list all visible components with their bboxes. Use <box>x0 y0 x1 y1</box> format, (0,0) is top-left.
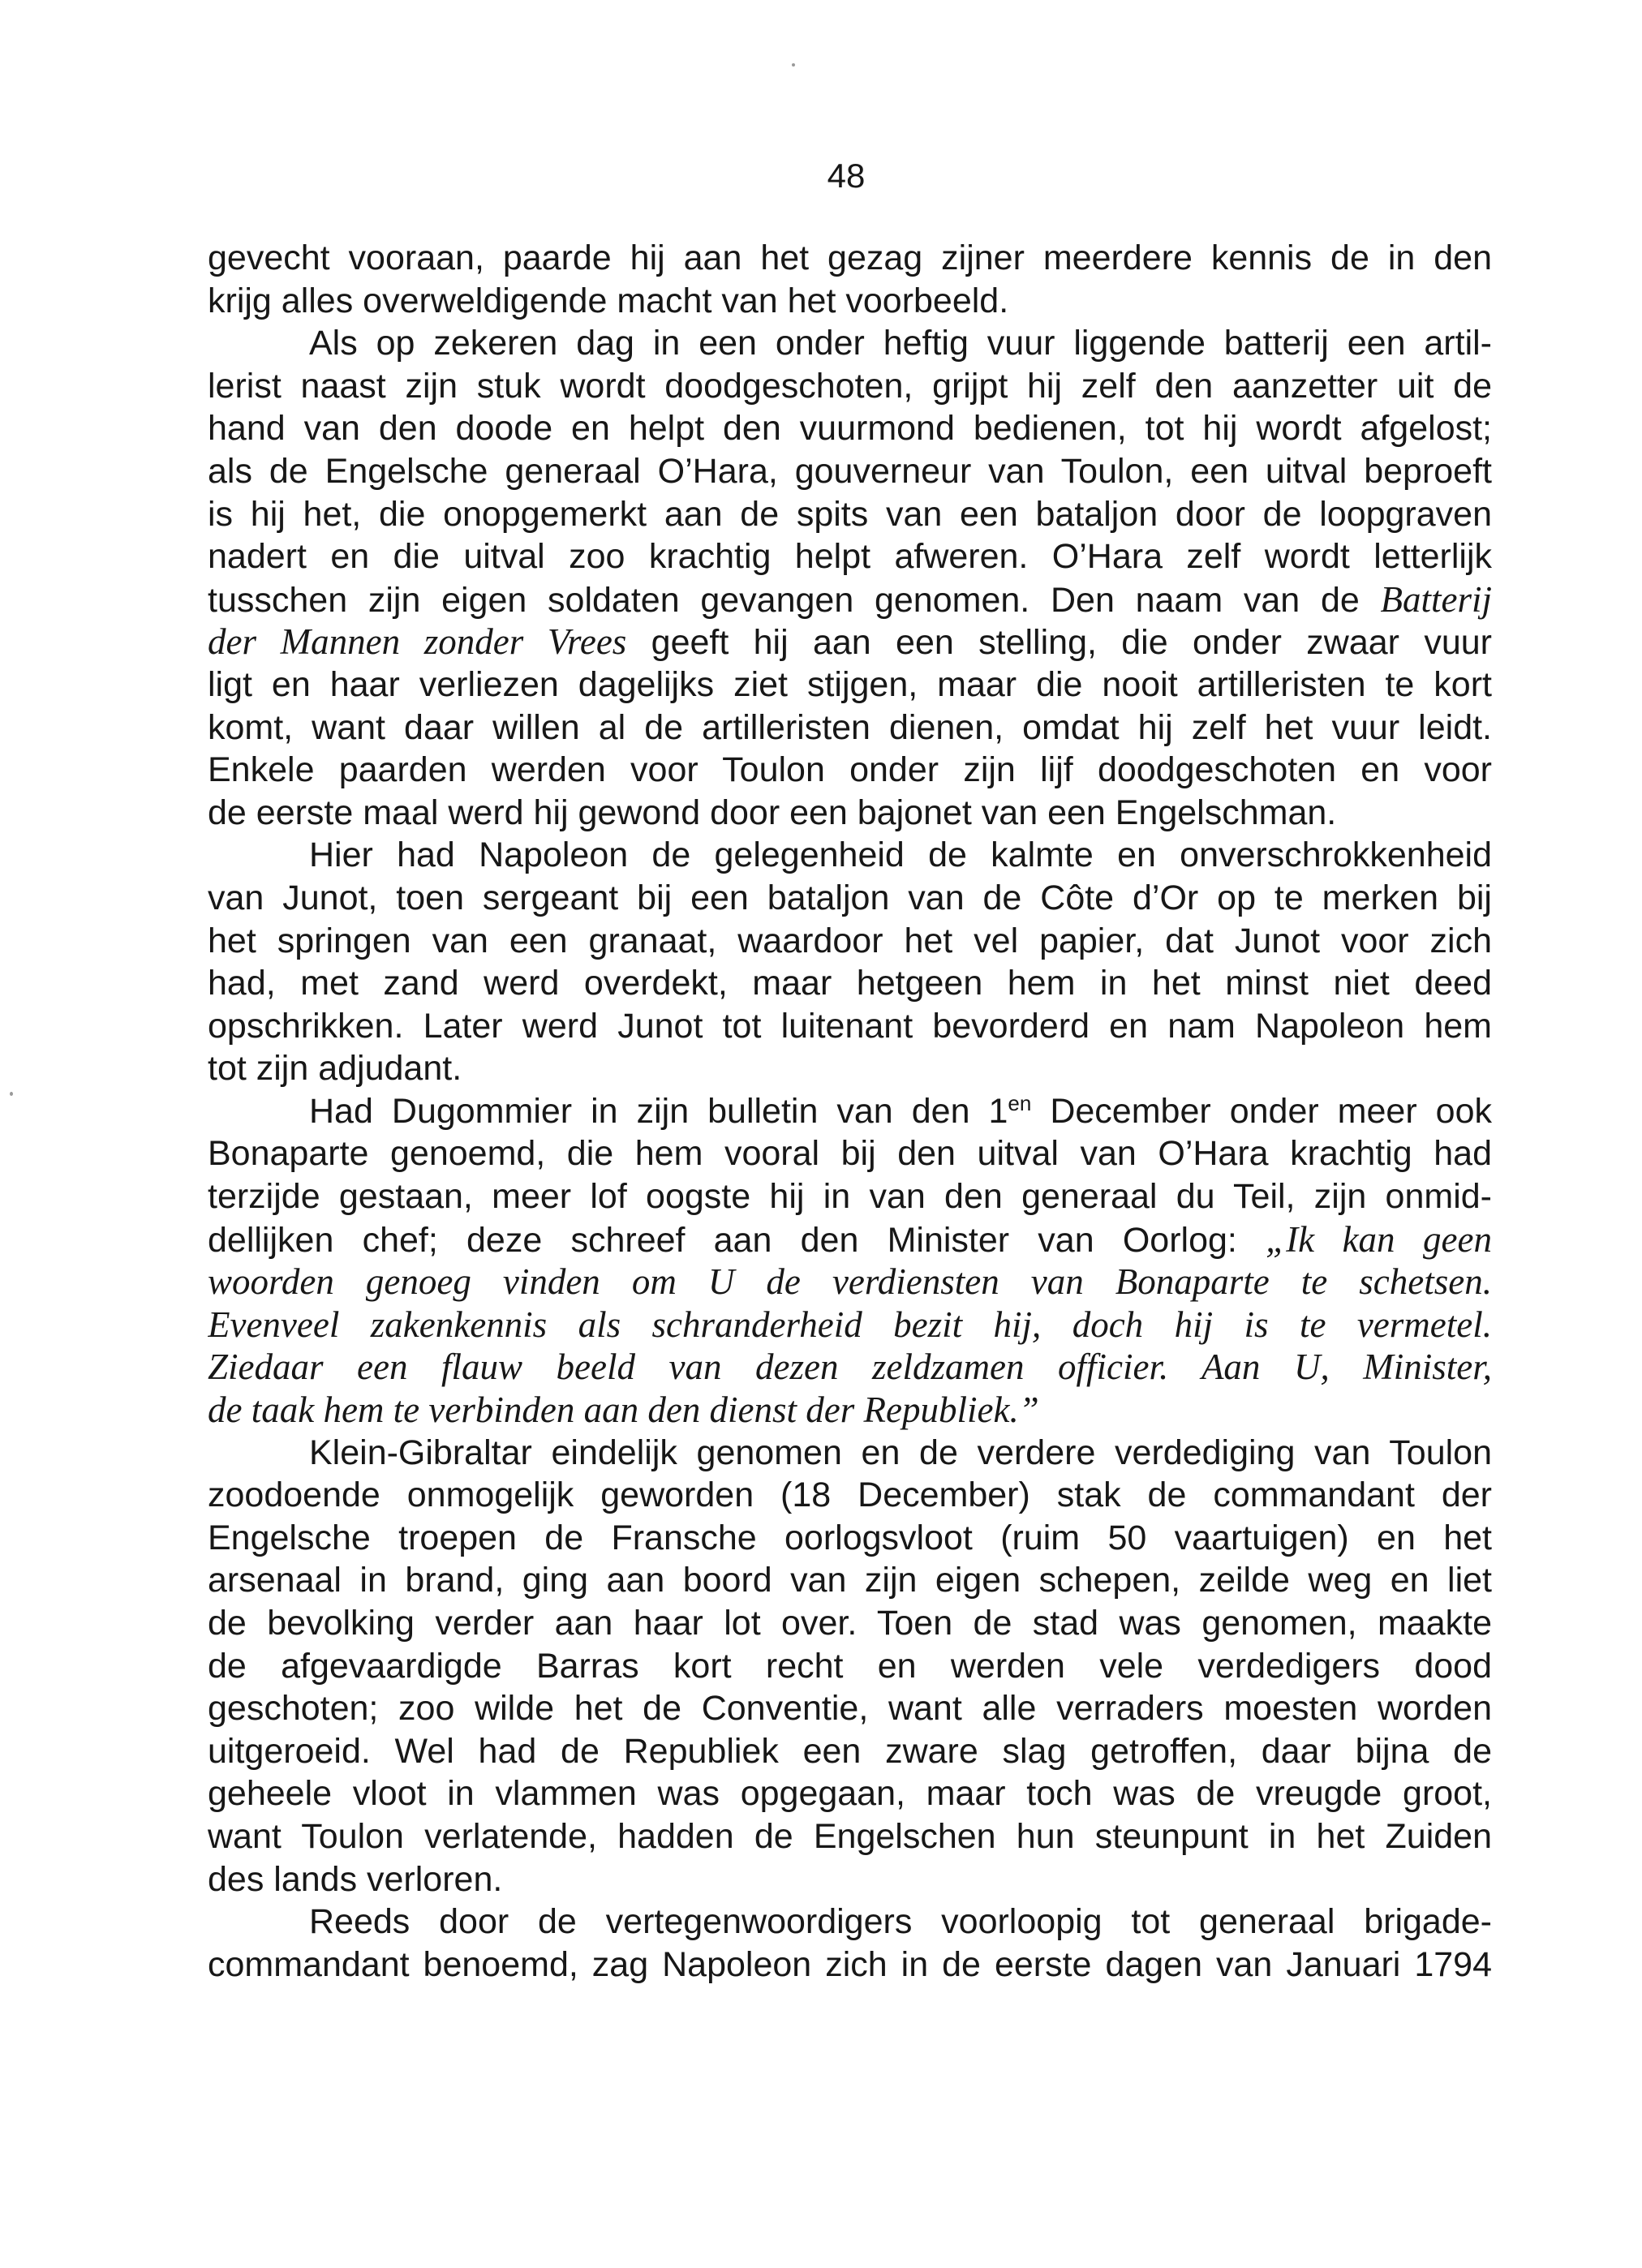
text-run: terzijde gestaan, meer lof oogste hij in van den generaal du Teil, zijn onmid- <box>208 1177 1492 1217</box>
text-run: Reeds door de vertegenwoordigers voorloopig tot generaal brigade- <box>309 1902 1492 1942</box>
text-run: ligt en haar verliezen dagelijks ziet stijgen, maar die nooit artilleristen te kort <box>208 664 1492 704</box>
text-line <box>208 962 1492 1005</box>
text-run: opschrikken. Later werd Junot tot luitenant bevorderd en nam Napoleon hem <box>208 1006 1492 1046</box>
italic-text: der Mannen zonder Vrees <box>208 621 627 663</box>
text-line <box>208 1772 1492 1815</box>
paragraph <box>208 1090 1492 1432</box>
text-run: geeft hij aan een stelling, die onder zwaar vuur <box>626 623 1492 663</box>
text-run: is hij het, die onopgemerkt aan de spits van een bataljon door de loopgraven <box>208 494 1492 534</box>
text-line <box>208 1005 1492 1048</box>
text-run: Klein-Gibraltar eindelijk genomen en de verdere verdediging van Toulon <box>309 1433 1492 1472</box>
text-run: commandant benoemd, zag Napoleon zich in de eerste dagen van Januari 1794 <box>208 1944 1492 1984</box>
scan-speck <box>792 63 795 67</box>
text-line <box>208 407 1492 450</box>
text-run: de bevolking verder aan haar lot over. Toen de stad was genomen, maakte <box>208 1604 1492 1643</box>
text-line <box>208 1517 1492 1560</box>
text-line <box>208 1047 1492 1090</box>
text-line <box>208 237 1492 280</box>
text-run: Had Dugommier in zijn bulletin van den 1 <box>309 1091 1008 1131</box>
text-line <box>208 1901 1492 1944</box>
italic-text: Batterij <box>1380 578 1492 620</box>
text-run: het springen van een granaat, waardoor het vel papier, dat Junot voor zich <box>208 921 1492 960</box>
text-line <box>208 834 1492 877</box>
text-run: lerist naast zijn stuk wordt doodgeschoten, grijpt hij zelf den aanzetter uit de <box>208 366 1492 406</box>
text-run: krijg alles overweldigende macht van het voorbeeld. <box>208 281 1009 320</box>
text-run: des lands verloren. <box>208 1859 503 1899</box>
text-line <box>208 1346 1492 1389</box>
text-run: want Toulon verlatende, hadden de Engelschen hun steunpunt in het Zuiden <box>208 1816 1492 1856</box>
paragraph <box>208 1432 1492 1901</box>
text-run: Bonaparte genoemd, die hem vooral bij den uitval van O’Hara krachtig had <box>208 1134 1492 1174</box>
scan-speck <box>10 1092 13 1096</box>
text-line <box>208 749 1492 792</box>
text-run: hand van den doode en helpt den vuurmond bedienen, tot hij wordt afgelost; <box>208 409 1492 449</box>
text-run: arsenaal in brand, ging aan boord van zijn eigen schepen, zeilde weg en liet <box>208 1561 1492 1600</box>
paragraph <box>208 322 1492 834</box>
text-line <box>208 280 1492 323</box>
text-run: Engelsche troepen de Fransche oorlogsvloot (ruim 50 vaartuigen) en het <box>208 1518 1492 1557</box>
text-line <box>208 365 1492 408</box>
text-line <box>208 1645 1492 1688</box>
superscript-text: en <box>1008 1090 1032 1115</box>
text-line <box>208 707 1492 750</box>
text-line <box>208 792 1492 835</box>
italic-text: Ziedaar een flauw beeld van dezen zeldzamen officier. Aan U, Minister, <box>208 1347 1492 1388</box>
italic-text: woorden genoeg vinden om U de verdiensten van Bonaparte te schetsen. <box>208 1261 1492 1303</box>
text-run: van Junot, toen sergeant bij een bataljon van de Côte d’Or op te merken bij <box>208 878 1492 917</box>
page-number: 48 <box>827 157 866 195</box>
text-line <box>208 493 1492 536</box>
text-run: Hier had Napoleon de gelegenheid de kalmte en onverschrokkenheid <box>309 835 1492 875</box>
text-line <box>208 322 1492 365</box>
text-line <box>208 1432 1492 1475</box>
text-run: dellijken chef; deze schreef aan den Minister van Oorlog: <box>208 1220 1266 1260</box>
text-line <box>208 1474 1492 1517</box>
text-run: tusschen zijn eigen soldaten gevangen genomen. Den naam van de <box>208 580 1381 620</box>
text-run: komt, want daar willen al de artilleristen dienen, omdat hij zelf het vuur leidt. <box>208 707 1492 747</box>
text-line <box>208 920 1492 963</box>
text-line <box>208 1559 1492 1602</box>
text-run: de eerste maal werd hij gewond door een bajonet van een Engelschman. <box>208 793 1337 832</box>
text-line <box>208 621 1492 664</box>
text-line <box>208 535 1492 578</box>
text-line <box>208 578 1492 621</box>
text-run: geheele vloot in vlammen was opgegaan, maar toch was de vreugde groot, <box>208 1774 1492 1814</box>
text-run: de afgevaardigde Barras kort recht en werden vele verdedigers dood <box>208 1646 1492 1686</box>
italic-text: Evenveel zakenkennis als schranderheid bezit hij, doch hij is te vermetel. <box>208 1304 1492 1345</box>
text-line <box>208 1389 1492 1432</box>
text-run: geschoten; zoo wilde het de Conventie, want alle verraders moesten worden <box>208 1689 1492 1729</box>
text-run: gevecht vooraan, paarde hij aan het gezag zijner meerdere kennis de in den <box>208 238 1492 277</box>
text-line <box>208 1132 1492 1175</box>
text-line <box>208 1261 1492 1304</box>
text-line <box>208 1944 1492 1987</box>
text-run: tot zijn adjudant. <box>208 1049 462 1089</box>
text-line <box>208 1090 1492 1133</box>
text-run: uitgeroeid. Wel had de Republiek een zware slag getroffen, daar bijna de <box>208 1731 1492 1771</box>
text-line <box>208 1218 1492 1261</box>
paragraph <box>208 237 1492 322</box>
text-run: Als op zekeren dag in een onder heftig vuur liggende batterij een artil- <box>309 324 1492 363</box>
text-line <box>208 1175 1492 1218</box>
text-line <box>208 1687 1492 1730</box>
page-text-body <box>208 237 1492 1986</box>
text-line <box>208 1858 1492 1901</box>
text-run: als de Engelsche generaal O’Hara, gouverneur van Toulon, een uitval beproeft <box>208 451 1492 491</box>
paragraph <box>208 834 1492 1090</box>
paragraph <box>208 1901 1492 1986</box>
text-line <box>208 877 1492 920</box>
italic-text: de taak hem te verbinden aan den dienst der Republiek.” <box>208 1390 1039 1431</box>
text-run: nadert en die uitval zoo krachtig helpt afweren. O’Hara zelf wordt letterlijk <box>208 537 1492 577</box>
text-line <box>208 1304 1492 1347</box>
text-run: Enkele paarden werden voor Toulon onder zijn lijf doodgeschoten en voor <box>208 750 1492 790</box>
italic-text: „Ik kan geen <box>1266 1218 1492 1260</box>
text-line <box>208 1730 1492 1773</box>
text-line <box>208 1815 1492 1858</box>
text-line <box>208 1602 1492 1645</box>
text-run: December onder meer ook <box>1031 1091 1492 1131</box>
text-run: had, met zand werd overdekt, maar hetgeen hem in het minst niet deed <box>208 964 1492 1003</box>
text-run: zoodoende onmogelijk geworden (18 December) stak de commandant der <box>208 1475 1492 1515</box>
text-line <box>208 664 1492 707</box>
text-line <box>208 450 1492 493</box>
